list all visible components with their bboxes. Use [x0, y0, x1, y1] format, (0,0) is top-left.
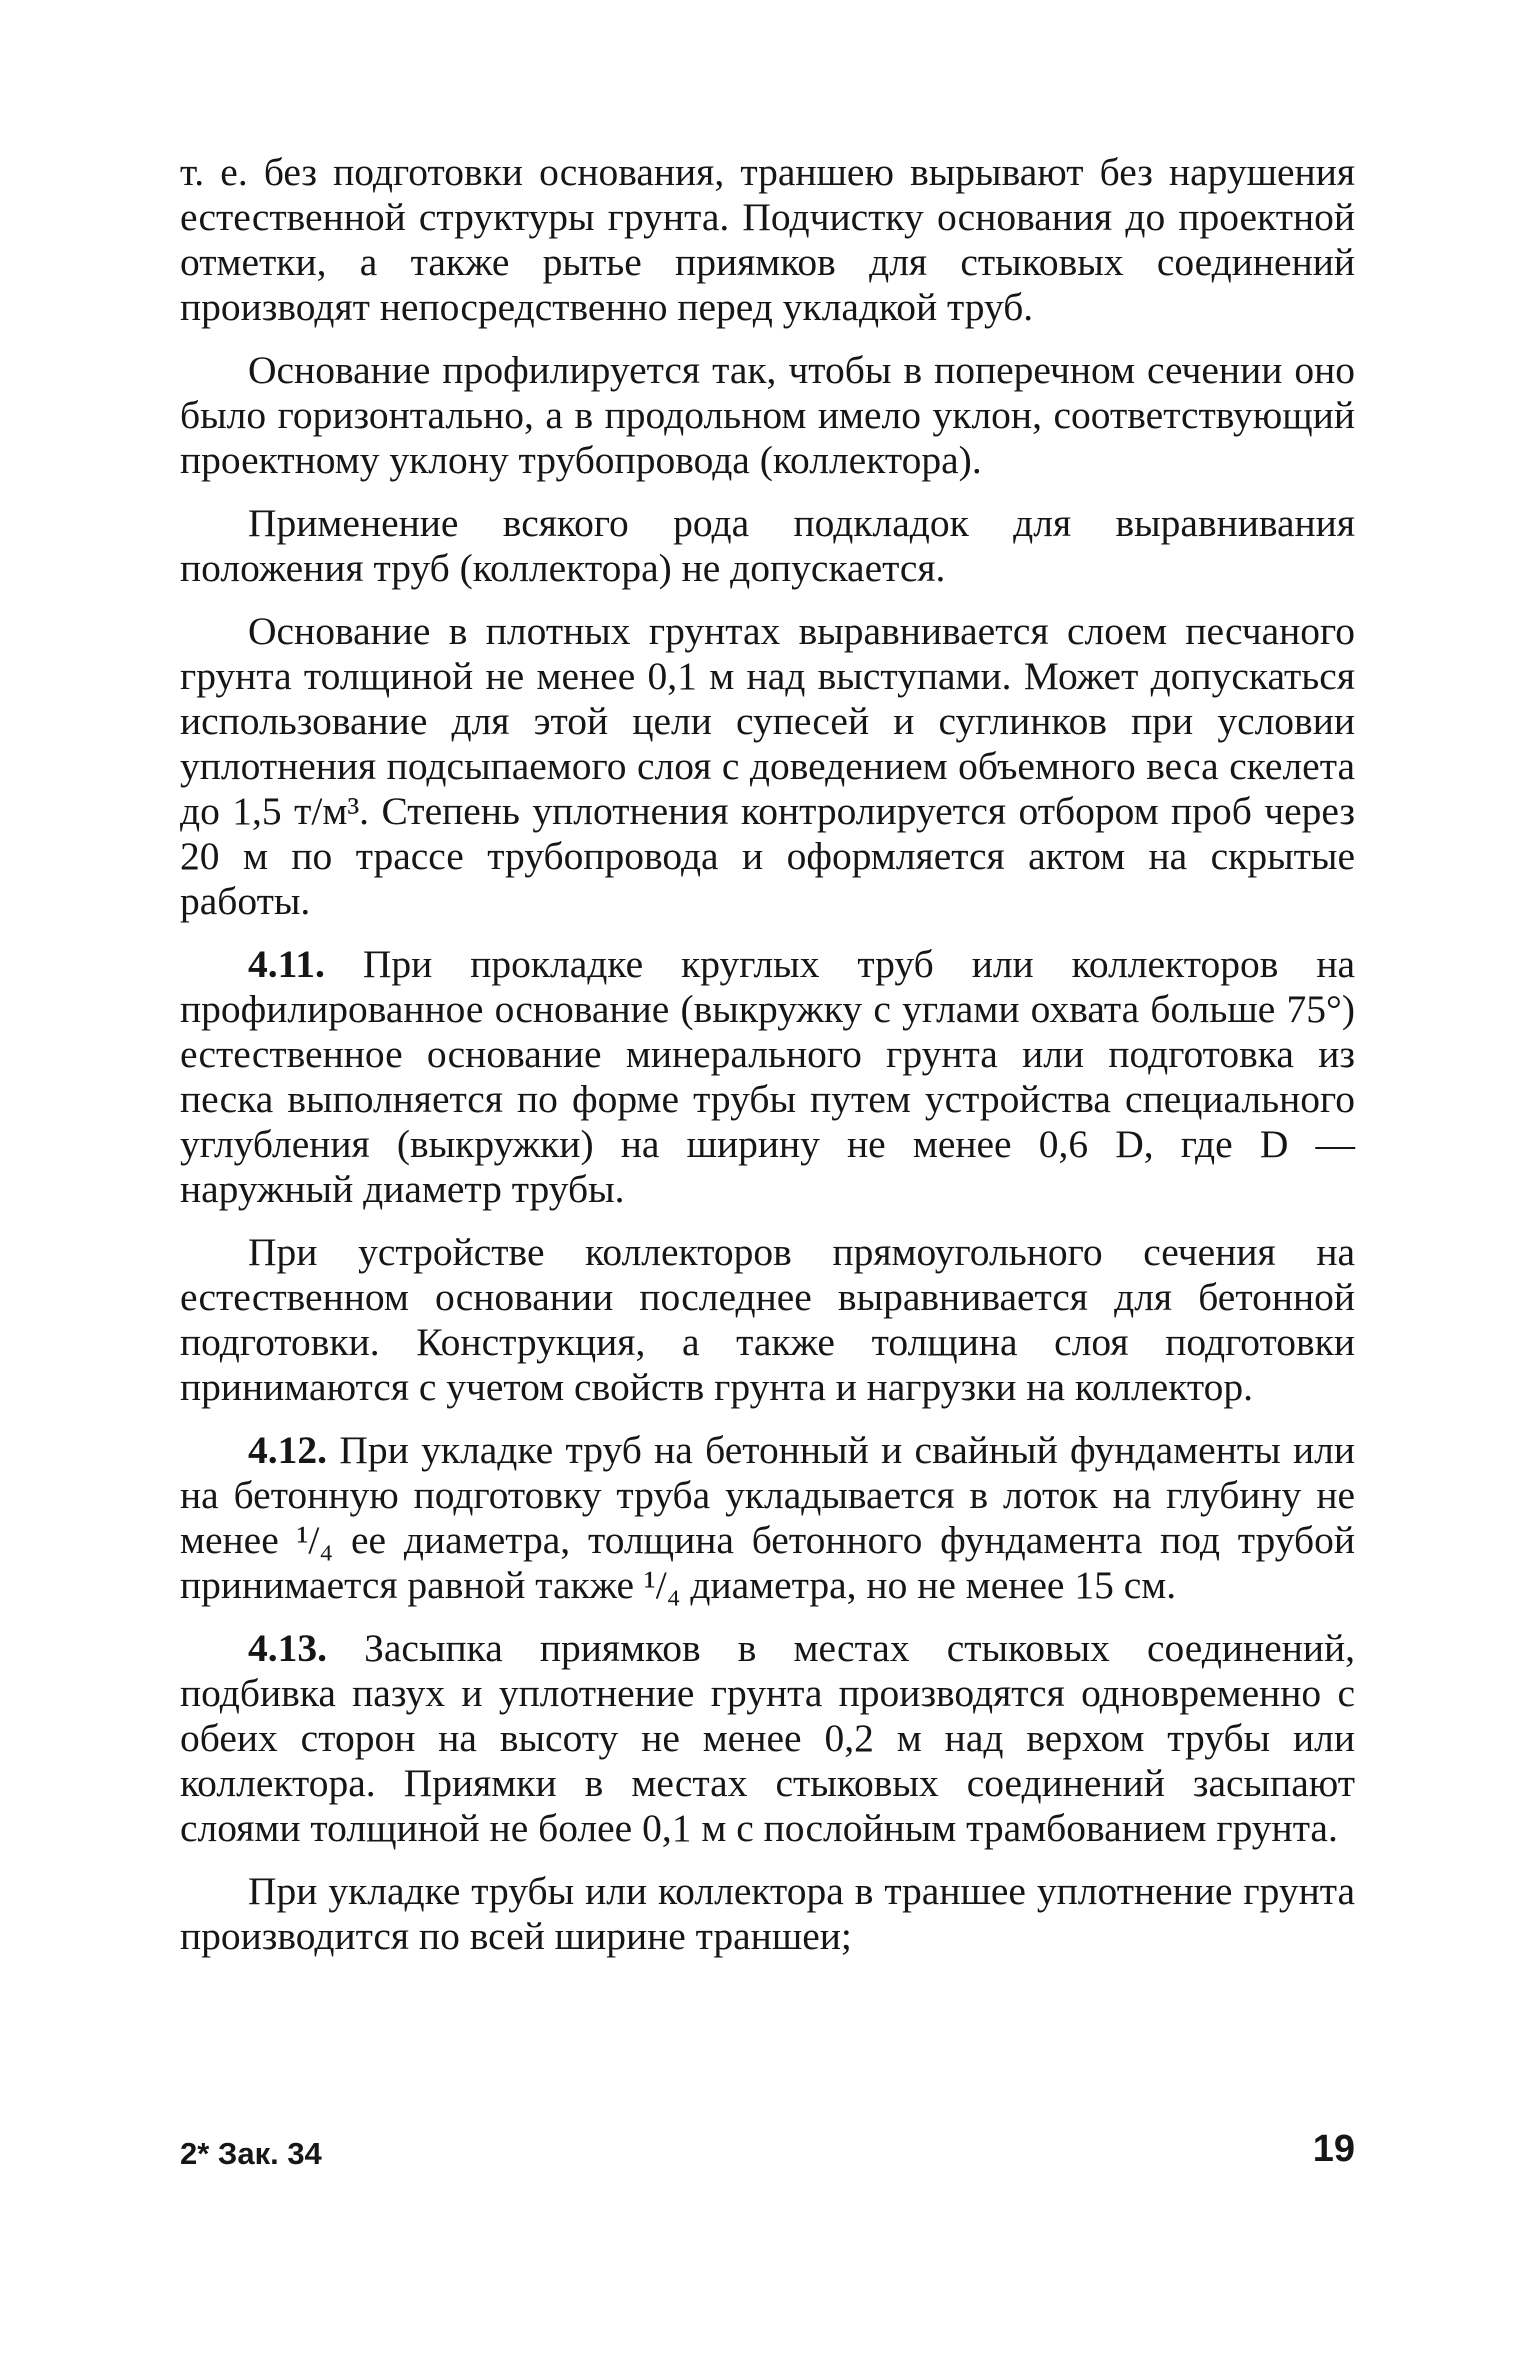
page-body	[180, 150, 1355, 1977]
section-number: 4.12.	[248, 1428, 327, 1472]
printer-signature: 2* Зак. 34	[180, 2136, 322, 2171]
page-footer	[180, 2128, 1355, 2178]
section-4-13	[180, 1626, 1355, 1851]
section-4-12	[180, 1428, 1355, 1608]
section-text: Засыпка приямков в местах стыковых соединений, подбивка пазух и уплотнение грунта производятся одновременно с обеих сторон на высоту не менее 0,2 м над верхом трубы или коллектора. Приямки в местах стыковых соединений засыпают слоями толщиной не более 0,1 м с послойным трамбованием грунта.	[180, 1626, 1355, 1850]
paragraph-rectangular-collectors: При устройстве коллекторов прямоугольного сечения на естественном основании последнее выравнивается для бетонной подготовки. Конструкция, а также толщина слоя подготовки принимаются с учетом свойств грунта и нагрузки на коллектор.	[180, 1230, 1355, 1409]
paragraph-trench-compaction: При укладке трубы или коллектора в траншее уплотнение грунта производится по всей ширине траншеи;	[180, 1869, 1355, 1958]
paragraph-base-profiling: Основание профилируется так, чтобы в поперечном сечении оно было горизонтально, а в продольном имело уклон, соответствующий проектному уклону трубопровода (коллектора).	[180, 348, 1355, 482]
section-text: При укладке труб на бетонный и свайный фундаменты или на бетонную подготовку труба укладывается в лоток на глубину не менее ¹/₄ ее диаметра, толщина бетонного фундамента под трубой принимается равной также ¹/₄ диаметра, но не менее 15 см.	[180, 1428, 1355, 1607]
section-number: 4.11.	[248, 942, 325, 986]
section-number: 4.13.	[248, 1626, 327, 1670]
section-4-11	[180, 942, 1355, 1212]
page-number: 19	[1312, 2128, 1355, 2170]
paragraph-no-shims: Применение всякого рода подкладок для выравнивания положения труб (коллектора) не допускается.	[180, 501, 1355, 590]
paragraph-continuation: т. е. без подготовки основания, траншею вырывают без нарушения естественной структуры грунта. Подчистку основания до проектной отметки, а также рытье приямков для стыковых соединений производят непосредственно перед укладкой труб.	[180, 150, 1355, 329]
paragraph-dense-soil-leveling: Основание в плотных грунтах выравнивается слоем песчаного грунта толщиной не менее 0,1 м над выступами. Может допускаться использование для этой цели супесей и суглинков при условии уплотнения подсыпаемого слоя с доведением объемного веса скелета до 1,5 т/м³. Степень уплотнения контролируется отбором проб через 20 м по трассе трубопровода и оформляется актом на скрытые работы.	[180, 609, 1355, 923]
section-text: При прокладке круглых труб или коллекторов на профилированное основание (выкружку с углами охвата больше 75°) естественное основание минерального грунта или подготовка из песка выполняется по форме трубы путем устройства специального углубления (выкружки) на ширину не менее 0,6 D, где D — наружный диаметр трубы.	[180, 942, 1355, 1211]
